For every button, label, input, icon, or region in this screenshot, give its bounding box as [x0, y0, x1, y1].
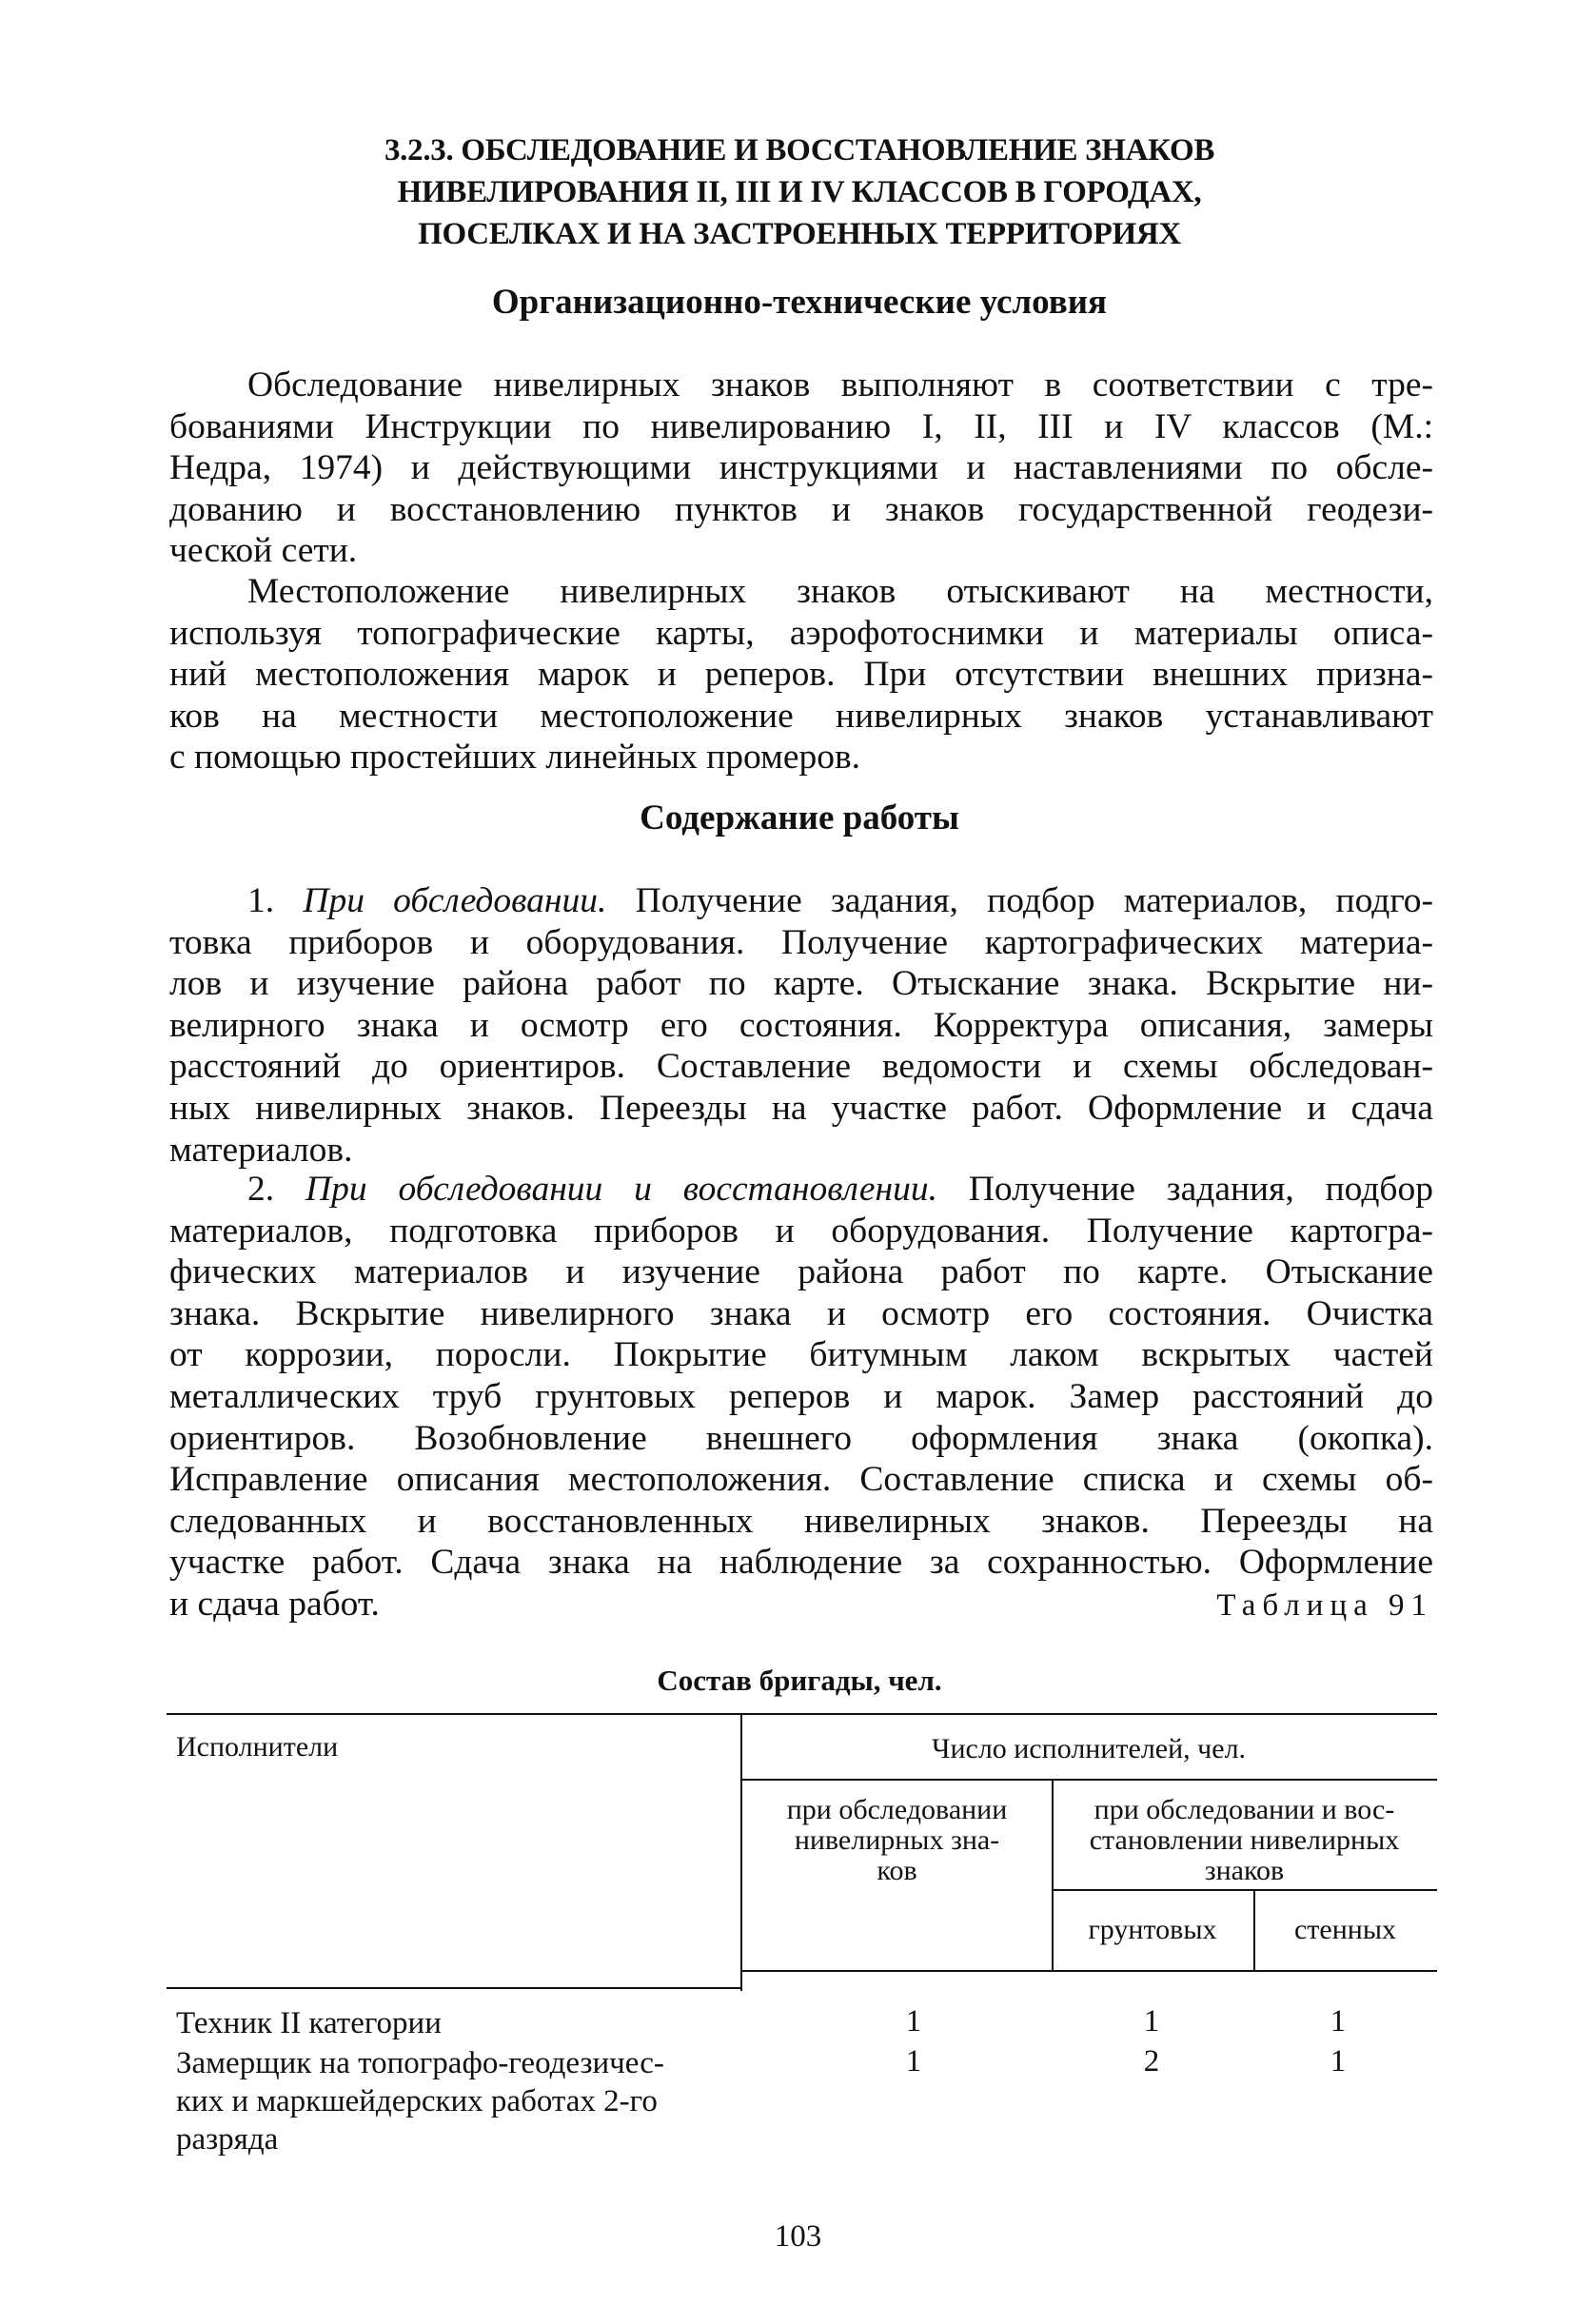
row-2-wall: 1	[1330, 2044, 1347, 2078]
text-line: 2. При обследовании и восстановлении. Получение задания, подбор	[247, 1170, 1433, 1209]
text-line: дованию и восстановлению пунктов и знаков государственной геодези-	[169, 489, 1433, 529]
text-line: знака. Вскрытие нивелирного знака и осмотр его состояния. Очистка	[169, 1293, 1433, 1333]
text-line: бованиями Инструкции по нивелированию I, II, III и IV классов (М.:	[169, 406, 1433, 446]
header-ground: грунтовых	[1088, 1914, 1217, 1945]
work-item-1	[169, 880, 1433, 1171]
text-line: фических материалов и изучение района работ по карте. Отыскание	[169, 1252, 1433, 1292]
text-line: материалов.	[169, 1130, 353, 1170]
header-count: Число исполнителей, чел.	[931, 1733, 1247, 1764]
header-executors: Исполнители	[176, 1731, 339, 1763]
text-line: лов и изучение района работ по карте. Отыскание знака. Вскрытие ни-	[169, 964, 1433, 1004]
text-line: ориентиров. Возобновление внешнего оформления знака (окопка).	[169, 1418, 1433, 1458]
text-line: следованных и восстановленных нивелирных знаков. Переезды на	[169, 1501, 1433, 1541]
row-1-survey: 1	[905, 2004, 922, 2039]
text-line: товка приборов и оборудования. Получение картографических материа-	[169, 922, 1433, 962]
text-line: Исправление описания местоположения. Составление списка и схемы об-	[169, 1460, 1433, 1500]
text-line: 1. При обследовании. Получение задания, подбор материалов, подго-	[247, 881, 1434, 920]
header-survey: при обследовании нивелирных зна- ков	[786, 1794, 1008, 1886]
text-line: металлических труб грунтовых реперов и марок. Замер расстояний до	[169, 1376, 1433, 1416]
table-caption: Таблица 91	[1216, 1588, 1433, 1623]
text-line: ков на местности местоположение нивелирных знаков устанавливают	[169, 696, 1433, 736]
text-line: Недра, 1974) и действующими инструкциями и наставлениями по обсле-	[169, 448, 1433, 488]
crew-table-header	[167, 1713, 1437, 1989]
text-line: с помощью простейших линейных промеров.	[169, 738, 861, 778]
row-2-survey: 1	[905, 2044, 922, 2078]
text-line: ческой сети.	[169, 531, 358, 571]
table-rule-executors-bottom	[167, 1987, 740, 1989]
header-wall: стенных	[1293, 1914, 1396, 1945]
section-title-line-2: НИВЕЛИРОВАНИЯ II, III И IV КЛАССОВ В ГОРОДАХ,	[397, 175, 1202, 209]
text-line: материалов, подготовка приборов и оборудования. Получение картогра-	[169, 1211, 1433, 1251]
text-line: используя топографические карты, аэрофотоснимки и материалы описа-	[169, 613, 1433, 653]
table-rule-header-bottom	[740, 1970, 1437, 1972]
page-number: 103	[774, 2219, 822, 2254]
table-title: Состав бригады, чел.	[657, 1664, 942, 1697]
item-1-title: При обследовании.	[303, 881, 607, 920]
text-line: Обследование нивелирных знаков выполняют в соответствии с тре-	[247, 365, 1433, 404]
conditions-paragraph-2	[169, 571, 1433, 778]
text-line: от коррозии, поросли. Покрытие битумным лаком вскрытых частей	[169, 1335, 1433, 1375]
table-top-rule	[167, 1713, 1437, 1715]
table-rule-count	[740, 1779, 1437, 1781]
row-1-name: Техник II категории	[176, 2006, 442, 2040]
row-2-ground: 2	[1143, 2044, 1160, 2078]
row-1-ground: 1	[1143, 2004, 1160, 2039]
text-line: ний местоположения марок и реперов. При отсутствии внешних призна-	[169, 655, 1433, 695]
conditions-paragraph-1	[169, 364, 1433, 572]
text-line: участке работ. Сдача знака на наблюдение за сохранностью. Оформление	[169, 1543, 1433, 1583]
text-line: и сдача работ.	[169, 1584, 380, 1624]
section-title	[286, 129, 1313, 255]
text-line: расстояний до ориентиров. Составление ведомости и схемы обследован-	[169, 1047, 1433, 1087]
section-title-line-3: ПОСЕЛКАХ И НА ЗАСТРОЕННЫХ ТЕРРИТОРИЯХ	[418, 217, 1181, 251]
text-line: велирного знака и осмотр его состояния. Корректура описания, замеры	[169, 1005, 1433, 1045]
work-heading: Содержание работы	[640, 798, 959, 837]
text-line: Местоположение нивелирных знаков отыскивают на местности,	[247, 572, 1433, 611]
row-1-wall: 1	[1330, 2004, 1347, 2039]
conditions-heading: Организационно-технические условия	[491, 283, 1108, 322]
header-survey-restore: при обследовании и вос- становлении нивелирных знаков	[1089, 1794, 1400, 1886]
section-title-line-1: 3.2.3. ОБСЛЕДОВАНИЕ И ВОССТАНОВЛЕНИЕ ЗНАКОВ	[384, 133, 1215, 167]
item-2-title: При обследовании и восстановлении.	[305, 1170, 937, 1209]
text-line: ных нивелирных знаков. Переезды на участке работ. Оформление и сдача	[169, 1088, 1433, 1128]
table-rule-subtypes	[1052, 1889, 1437, 1891]
row-2-name: Замерщик на топографо-геодезичес- ких и маркшейдерских работах 2-го разряда	[176, 2046, 664, 2157]
work-item-2	[169, 1169, 1433, 1625]
